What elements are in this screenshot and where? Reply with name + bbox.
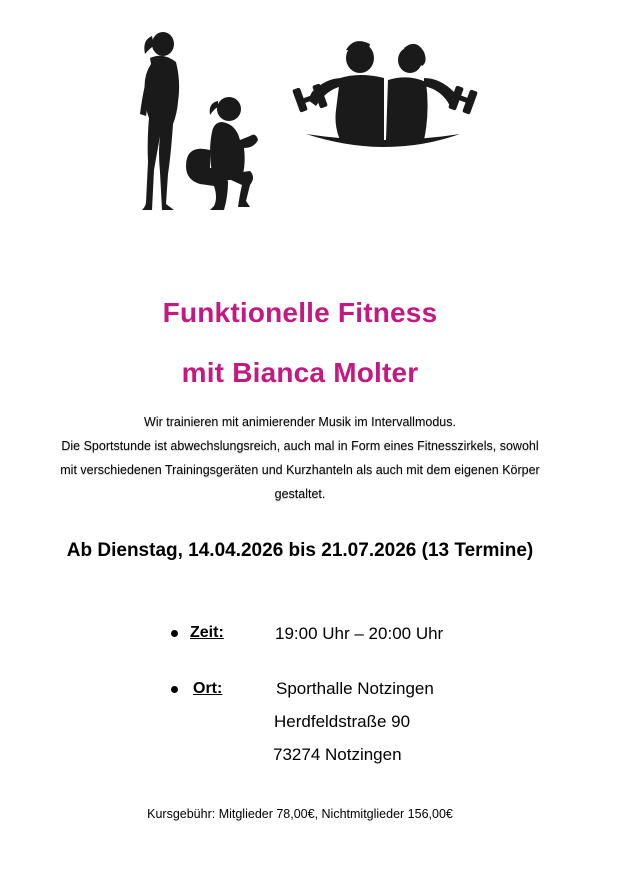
course-description [20,410,580,506]
description-line: Die Sportstunde ist abwechslungsreich, auch mal in Form eines Fitnesszirkels, sowohl [61,439,539,453]
course-fee: Kursgebühr: Mitglieder 78,00€, Nichtmitglieder 156,00€ [147,807,453,821]
description-line: Wir trainieren mit animierender Musik im Intervallmodus. [144,415,456,429]
schedule-dates: Ab Dienstag, 14.04.2026 bis 21.07.2026 (13 Termine) [66,540,534,561]
place-label: Ort: [193,680,223,697]
place-line: 73274 Notzingen [273,745,402,764]
fitness-illustrations [0,0,622,230]
time-label: Zeit: [190,624,224,641]
woman-dumbbell-silhouette-icon [386,44,478,140]
title-line-2: mit Bianca Molter [181,357,419,388]
place-line: Herdfeldstraße 90 [274,712,411,731]
description-line: gestaltet. [274,487,326,501]
time-value: 19:00 Uhr – 20:00 Uhr [275,624,444,643]
place-line: Sporthalle Notzingen [276,679,434,698]
title-line-1: Funktionelle Fitness [162,297,438,328]
woman-squat-silhouette-icon [186,97,258,210]
man-dumbbell-silhouette-icon [292,41,384,140]
description-line: mit verschiedenen Trainingsgeräten und Kurzhanteln als auch mit dem eigenen Körper [60,463,540,477]
bullet-time [171,630,178,637]
bullet-place [171,686,178,693]
woman-standing-silhouette-icon [140,32,179,210]
